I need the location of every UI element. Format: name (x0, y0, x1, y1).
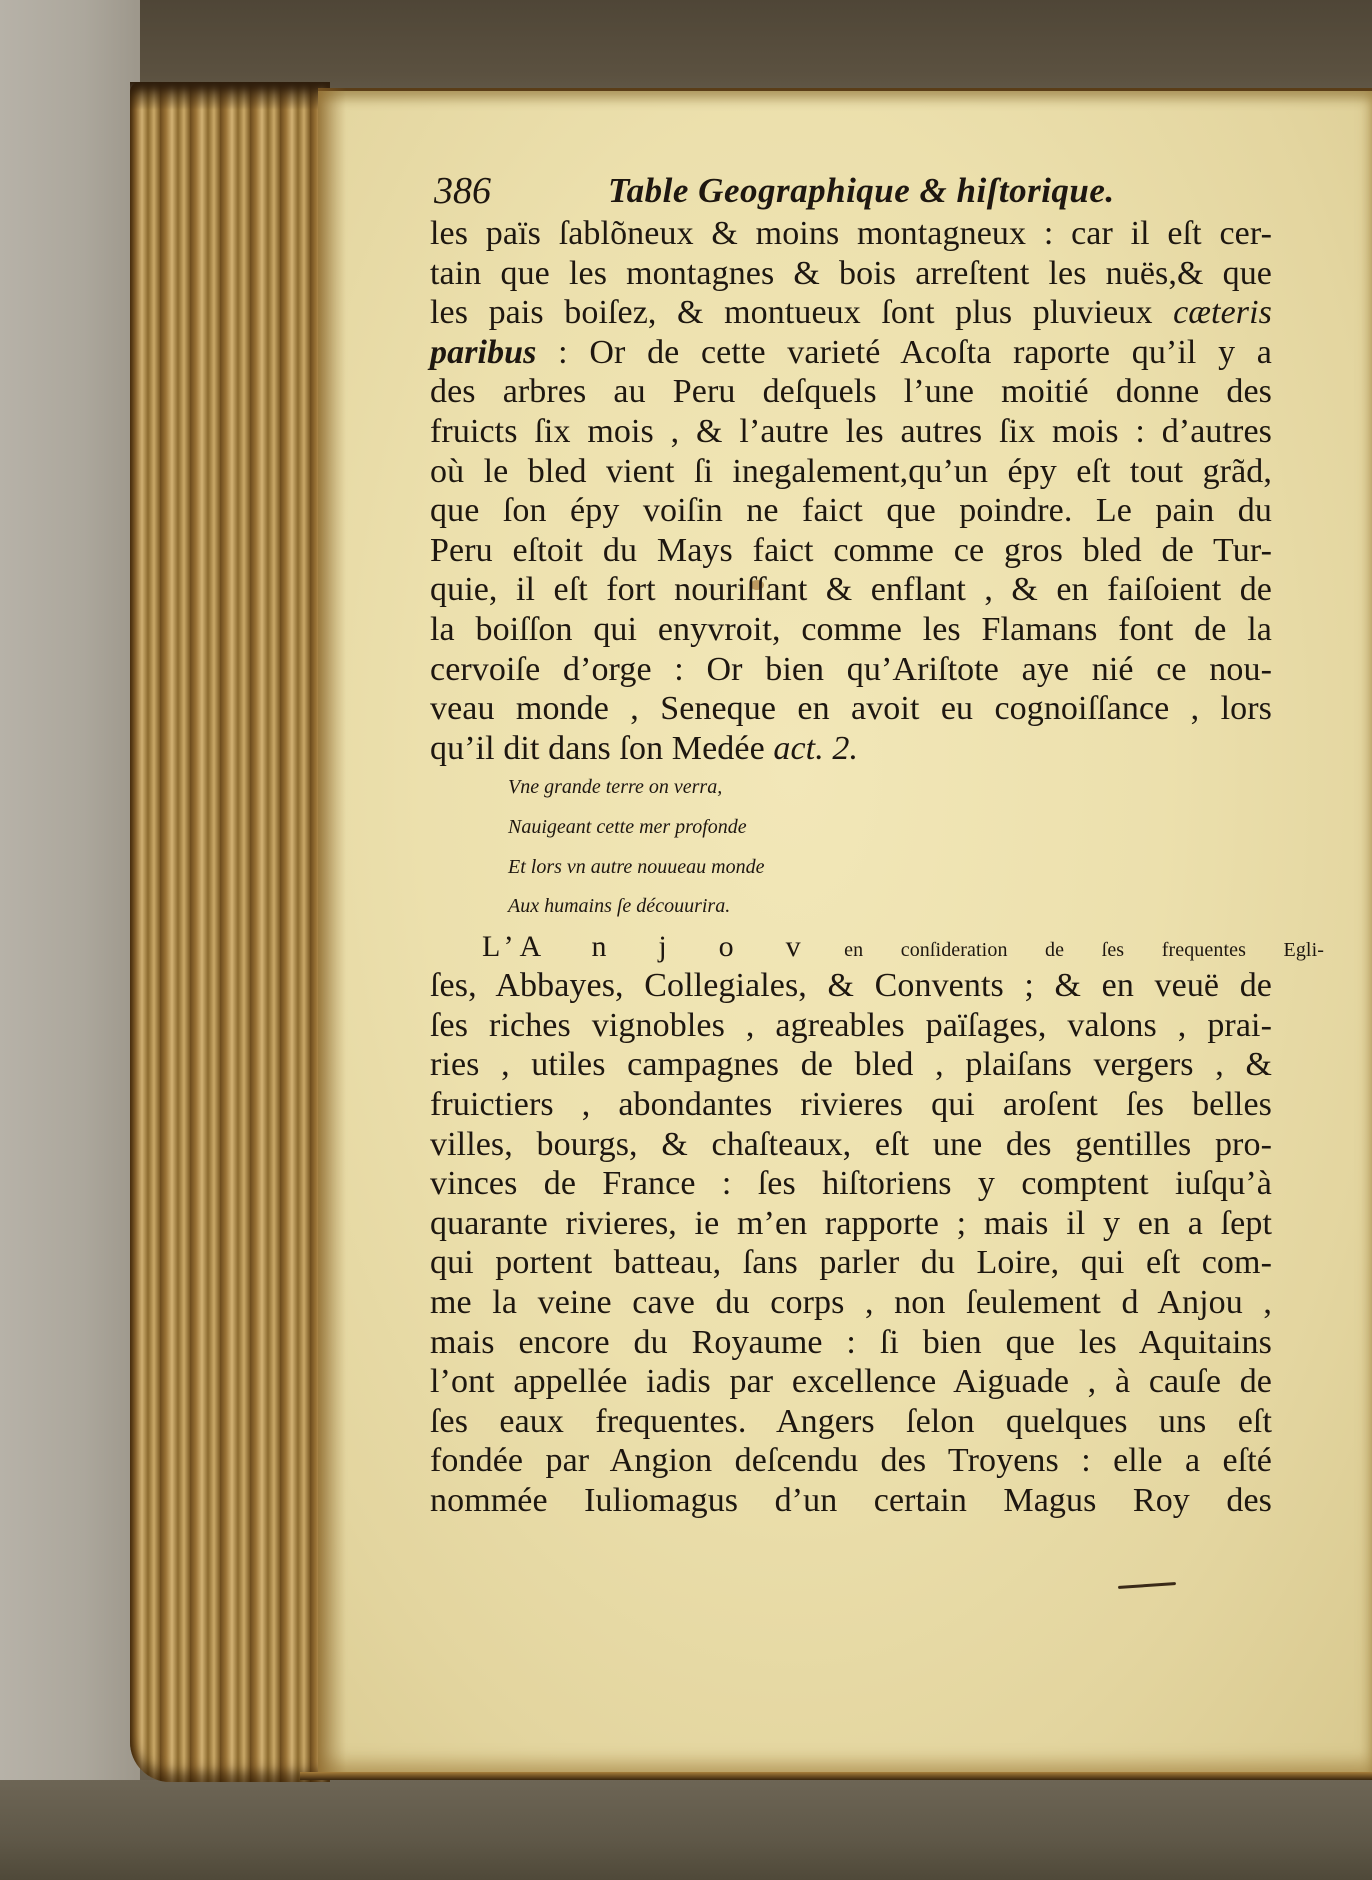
text-line: ſes eaux frequentes. Angers ſelon quelques uns eſt (430, 1402, 1272, 1440)
text-line: Peru eſtoit du Mays faict comme ce gros bled de Tur- (430, 531, 1272, 569)
latin-phrase: cæteris (1173, 294, 1272, 332)
text-line: veau monde , Seneque en avoit eu cognoiſſance , lors (430, 690, 1272, 728)
text-line: fruictiers , abondantes rivieres qui aroſent ſes belles (430, 1086, 1272, 1124)
text-segment: : Or de cette varieté Acoſta raporte qu’il y a (558, 333, 1272, 371)
text-line: cervoiſe d’orge : Or bien qu’Ariſtote aye nié ce nou- (430, 650, 1272, 688)
text-line: tain que les montagnes & bois arreſtent les nuës,& que (430, 254, 1272, 292)
text-line: qui portent batteau, ſans parler du Loire, qui eſt com- (430, 1244, 1272, 1282)
text-line: les païs ſablõneux & moins montagneux : car il eſt cer- (430, 215, 1272, 252)
text-segment: qu’il dit dans ſon Medée (430, 729, 765, 767)
text-line: nommée Iuliomagus d’un certain Magus Roy des (430, 1482, 1272, 1519)
text-line (430, 293, 1272, 333)
text-line: fondée par Angion deſcendu des Troyens : elle a eſté (430, 1442, 1272, 1480)
text-line: la boiſſon qui enyvroit, comme les Flamans font de la (430, 610, 1272, 648)
text-line: ſes, Abbayes, Collegiales, & Convents ; & en veuë de (430, 967, 1272, 1005)
text-line: quarante rivieres, ie m’en rapporte ; mais il y en a ſept (430, 1204, 1272, 1242)
book-page-stack (130, 82, 330, 1782)
text-line: vinces de France : ſes hiſtoriens y comptent iuſqu’à (430, 1165, 1272, 1203)
verse-line: Aux humains ſe découurira. (508, 895, 731, 918)
text-segment: les pais boiſez, & montueux ſont plus pluvieux (430, 294, 1153, 332)
text-line: ries , utiles campagnes de bled , plaiſans vergers , & (430, 1046, 1272, 1084)
text-line: où le bled vient ſi inegalement,qu’un épy eſt tout grãd, (430, 452, 1272, 490)
latin-phrase: paribus (430, 333, 537, 371)
page-bottom-edge (300, 1772, 1372, 1780)
verse-line: Vne grande terre on verra, (508, 776, 723, 799)
page-gutter-shadow (318, 88, 346, 1772)
citation: act. 2. (773, 729, 859, 767)
page-text (430, 168, 1324, 1521)
background-left (0, 0, 140, 1880)
text-line (430, 333, 1272, 373)
text-line: des arbres au Peru deſquels l’une moitié donne des (430, 373, 1272, 411)
verse-line: Et lors vn autre nouueau monde (508, 855, 765, 878)
text-segment: en conſideration de ſes frequentes Egli- (844, 938, 1324, 961)
text-line (430, 927, 1324, 967)
text-line (430, 729, 1272, 769)
text-line: ſes riches vignobles , agreables païſages, valons , prai- (430, 1006, 1272, 1044)
text-line: me la veine cave du corps , non ſeulement d Anjou , (430, 1284, 1272, 1322)
running-head (430, 168, 1272, 214)
text-line: villes, bourgs, & chaſteaux, eſt une des gentilles pro- (430, 1125, 1272, 1163)
text-line: mais encore du Royaume : ſi bien que les Aquitains (430, 1323, 1272, 1361)
text-line: l’ont appellée iadis par excellence Aiguade , à cauſe de (430, 1363, 1272, 1401)
page-number: 386 (434, 170, 491, 212)
background-bottom (0, 1780, 1372, 1880)
running-title: Table Geographique & hiſtorique. (608, 171, 1115, 210)
text-line: que ſon épy voiſin ne faict que poindre. Le pain du (430, 492, 1272, 530)
verse-line: Nauigeant cette mer profonde (508, 815, 747, 838)
text-line: fruicts ſix mois , & l’autre les autres ſix mois : d’autres (430, 412, 1272, 450)
section-heading-anjou: L’A n j o v (482, 929, 807, 963)
text-line: quie, il eſt fort nouriſſant & enflant , & en faiſoient de (430, 571, 1272, 609)
